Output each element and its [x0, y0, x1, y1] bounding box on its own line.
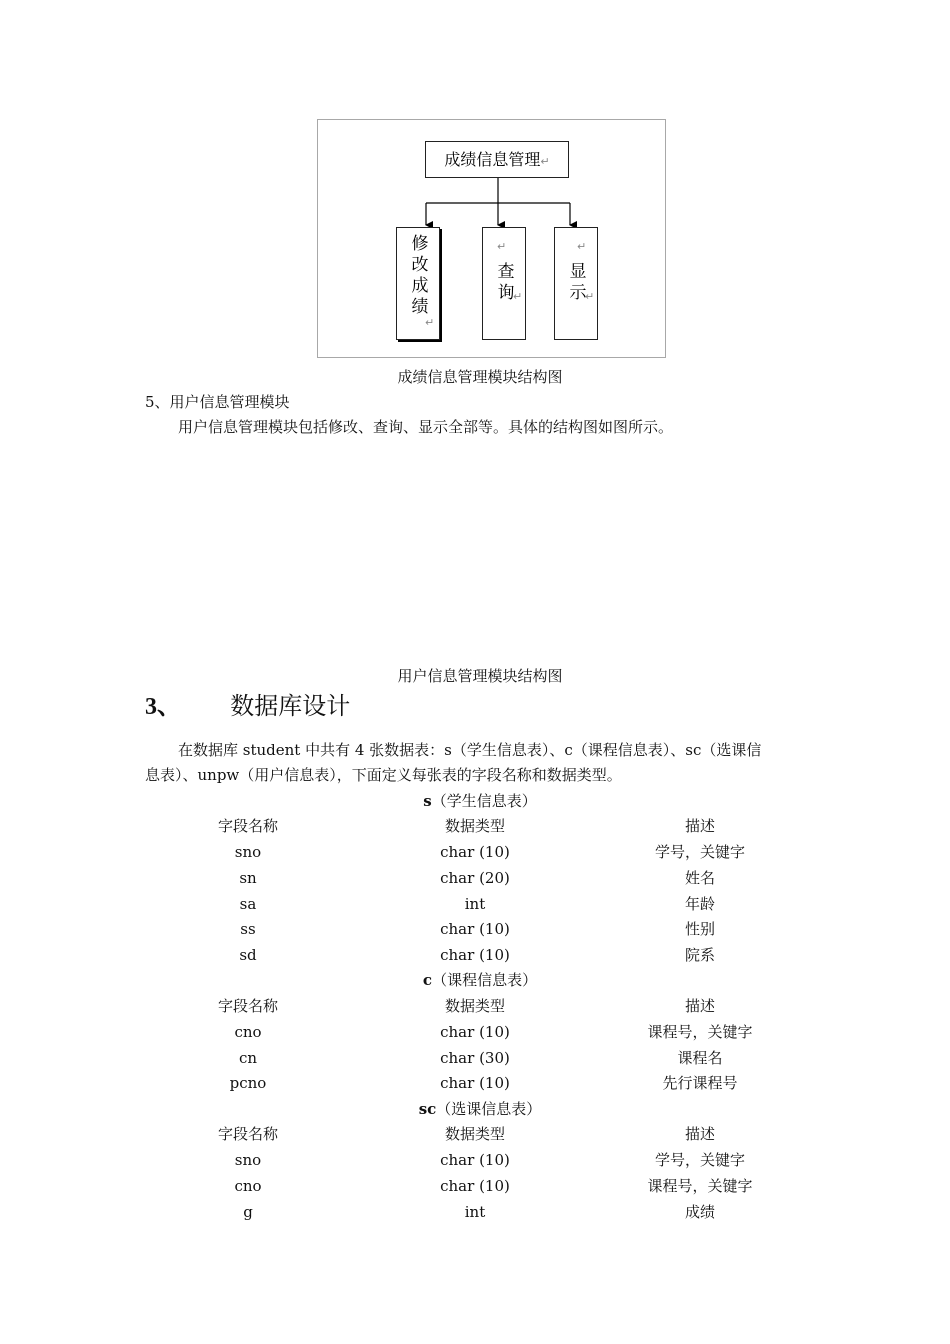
diagram-node-modify — [396, 227, 440, 340]
table-name: sc — [418, 1100, 437, 1118]
table-row — [140, 865, 820, 891]
table-name: s — [423, 792, 432, 810]
cell-desc: 课程号，关键字 — [647, 1023, 753, 1041]
diagram-node-display — [554, 227, 598, 340]
header-field-name: 字段名称 — [217, 1125, 278, 1143]
cell-field: sno — [234, 1151, 262, 1169]
node-display-label: 显示 — [565, 262, 586, 304]
header-data-type: 数据类型 — [444, 817, 505, 835]
table-row — [140, 1199, 820, 1225]
cell-desc: 性别 — [684, 920, 715, 938]
table-row — [140, 1147, 820, 1173]
cell-field: cno — [234, 1177, 262, 1195]
return-mark-icon: ↵ — [425, 316, 435, 329]
db-paragraph-line2: 息表）、unpw（用户信息表），下面定义每张表的字段名称和数据类型。 — [145, 766, 622, 784]
table-header — [140, 993, 820, 1019]
cell-desc: 成绩 — [684, 1203, 715, 1221]
header-field-name: 字段名称 — [217, 817, 278, 835]
cell-field: sno — [234, 843, 262, 861]
cell-field: ss — [240, 920, 256, 938]
table-row — [140, 916, 820, 942]
return-mark-icon: ↵ — [513, 290, 523, 303]
cell-type: char (10) — [440, 1177, 510, 1195]
node-modify-label: 修改成绩 — [407, 234, 428, 318]
cell-type: char (10) — [440, 946, 510, 964]
section-title: 数据库设计 — [230, 692, 351, 720]
diagram-node-query — [482, 227, 526, 340]
diagram-caption: 成绩信息管理模块结构图 — [397, 368, 563, 386]
cell-desc: 先行课程号 — [662, 1074, 738, 1092]
node-query-label: 查询 — [493, 262, 514, 304]
header-description: 描述 — [684, 997, 715, 1015]
table-name: c — [422, 971, 433, 989]
table-title-s — [140, 788, 820, 814]
cell-type: char (10) — [440, 843, 510, 861]
header-data-type: 数据类型 — [444, 997, 505, 1015]
cell-type: char (10) — [440, 1074, 510, 1092]
table-row — [140, 942, 820, 968]
table-row — [140, 1019, 820, 1045]
header-field-name: 字段名称 — [217, 997, 278, 1015]
cell-field: g — [243, 1203, 253, 1221]
table-row — [140, 839, 820, 865]
cell-field: sd — [239, 946, 257, 964]
header-data-type: 数据类型 — [444, 1125, 505, 1143]
cell-field: cno — [234, 1023, 262, 1041]
table-row — [140, 1045, 820, 1071]
cell-desc: 姓名 — [684, 869, 715, 887]
cell-desc: 学号，关键字 — [654, 1151, 745, 1169]
cell-desc: 课程号，关键字 — [647, 1177, 753, 1195]
header-description: 描述 — [684, 1125, 715, 1143]
table-desc: （选课信息表） — [436, 1100, 542, 1118]
cell-desc: 年龄 — [684, 895, 715, 913]
cell-type: char (20) — [440, 869, 510, 887]
section-heading — [145, 690, 350, 723]
table-row — [140, 1173, 820, 1199]
table-title-sc — [140, 1096, 820, 1122]
table-header — [140, 813, 820, 839]
table-row — [140, 1070, 820, 1096]
cell-type: char (10) — [440, 920, 510, 938]
cell-field: pcno — [229, 1074, 267, 1092]
return-mark-icon: ↵ — [497, 240, 507, 253]
return-mark-icon: ↵ — [585, 290, 595, 303]
cell-desc: 课程名 — [677, 1049, 723, 1067]
cell-field: sa — [239, 895, 257, 913]
table-desc: （学生信息表） — [431, 792, 537, 810]
cell-type: char (10) — [440, 1023, 510, 1041]
figure-caption: 用户信息管理模块结构图 — [397, 667, 563, 685]
table-row — [140, 891, 820, 917]
section-5-title: 5、用户信息管理模块 — [145, 393, 290, 411]
diagram-root-label: 成绩信息管理 — [444, 150, 541, 169]
section-5-paragraph: 用户信息管理模块包括修改、查询、显示全部等。具体的结构图如图所示。 — [178, 418, 674, 436]
table-desc: （课程信息表） — [432, 971, 538, 989]
cell-type: int — [464, 895, 486, 913]
section-number: 3、 — [145, 694, 181, 720]
table-title-c — [140, 967, 820, 993]
cell-field: cn — [238, 1049, 258, 1067]
cell-desc: 院系 — [684, 946, 715, 964]
cell-type: char (10) — [440, 1151, 510, 1169]
return-mark-icon: ↵ — [577, 240, 587, 253]
cell-type: int — [464, 1203, 486, 1221]
table-header — [140, 1121, 820, 1147]
return-mark-icon: ↵ — [540, 155, 550, 168]
db-paragraph-line1: 在数据库 student 中共有 4 张数据表：s（学生信息表）、c（课程信息表）、sc（选课信 — [178, 741, 762, 759]
header-description: 描述 — [684, 817, 715, 835]
cell-field: sn — [239, 869, 257, 887]
cell-type: char (30) — [440, 1049, 510, 1067]
cell-desc: 学号，关键字 — [654, 843, 745, 861]
